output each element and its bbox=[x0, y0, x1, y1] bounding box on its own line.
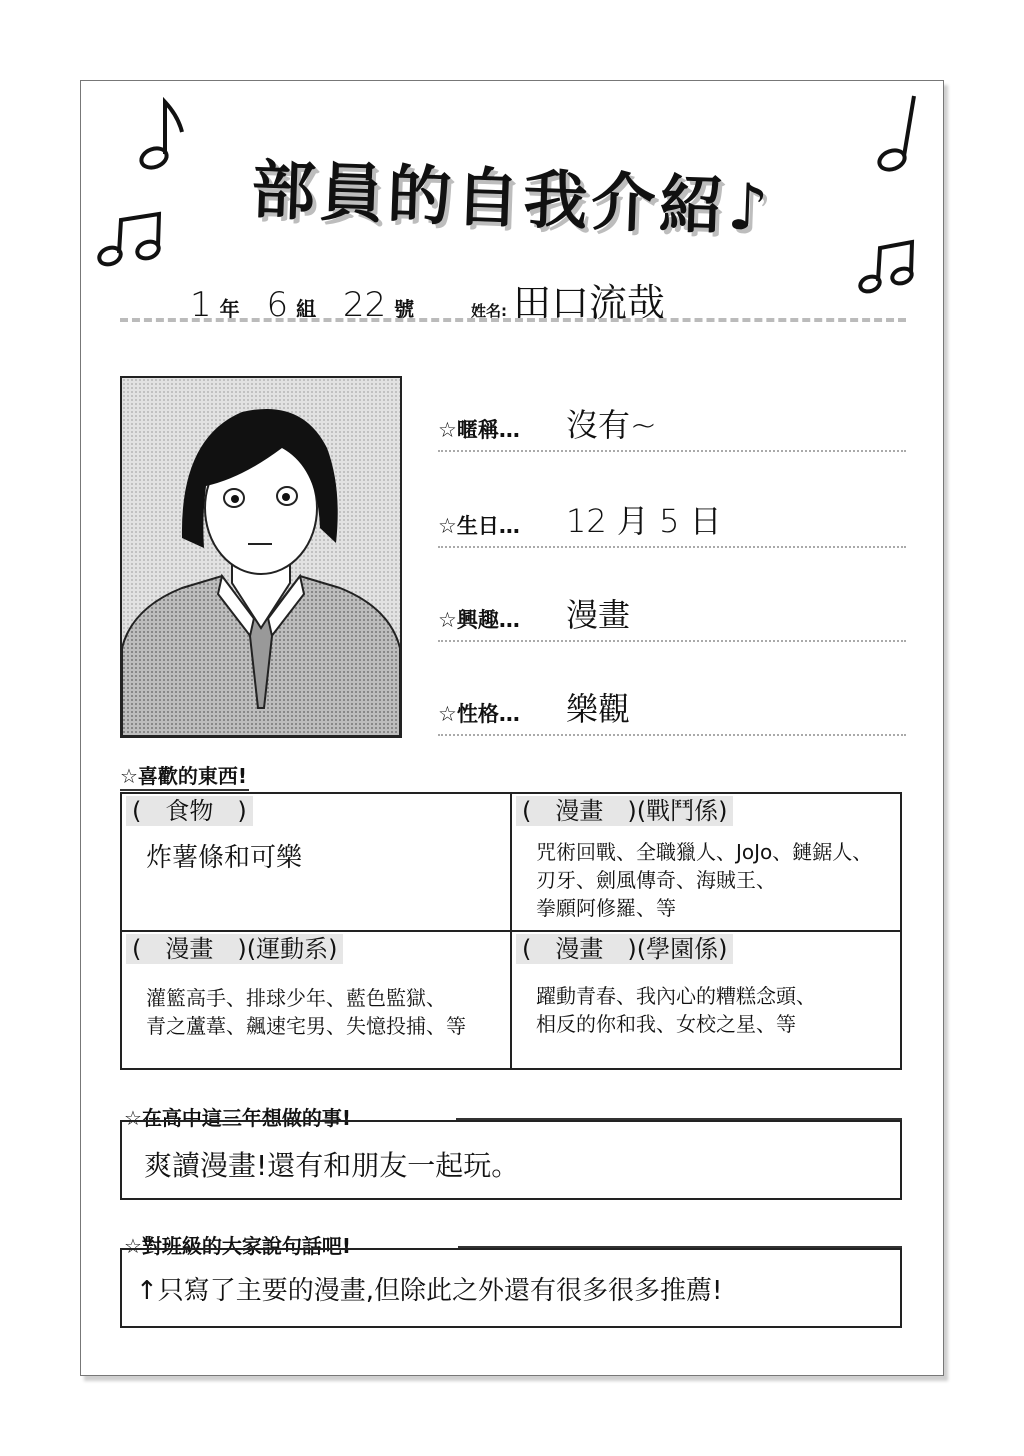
message-title: ☆對班級的大家說句話吧! bbox=[124, 1234, 352, 1258]
hobby-row bbox=[438, 586, 906, 642]
favorite-cell-sports-manga bbox=[122, 932, 512, 1068]
message-text: ↑只寫了主要的漫畫,但除此之外還有很多很多推薦! bbox=[136, 1276, 723, 1306]
hobby-label: ☆興趣… bbox=[438, 608, 520, 632]
favorite-cell-heading: ( 漫畫 )(學園係) bbox=[516, 934, 733, 964]
favorite-cell-school-manga bbox=[512, 932, 900, 1068]
personality-value: 樂觀 bbox=[566, 690, 631, 728]
favorite-cell-text: 躍動青春、我內心的糟糕念頭、 相反的你和我、女校之星、等 bbox=[536, 984, 816, 1036]
student-name: 田口流哉 bbox=[512, 281, 665, 325]
number-unit: 號 bbox=[394, 297, 415, 321]
message-box bbox=[120, 1248, 902, 1328]
goals-box bbox=[120, 1120, 902, 1200]
favorites-grid bbox=[120, 792, 902, 1070]
favorite-cell-text: 咒術回戰、全職獵人、JoJo、鏈鋸人、 刃牙、劍風傳奇、海賊王、 拳願阿修羅、等 bbox=[536, 840, 873, 920]
favorite-cell-heading: ( 漫畫 )(運動系) bbox=[126, 934, 343, 964]
student-portrait bbox=[120, 376, 402, 738]
hobby-value: 漫畫 bbox=[566, 596, 631, 634]
personality-row bbox=[438, 680, 906, 736]
nickname-label: ☆暱稱… bbox=[438, 418, 520, 442]
grade-value: 1 bbox=[190, 285, 212, 325]
birthday-row bbox=[438, 492, 906, 548]
favorites-title: ☆喜歡的東西! bbox=[120, 760, 249, 791]
name-label: 姓名: bbox=[470, 302, 507, 320]
goals-title: ☆在高中這三年想做的事! bbox=[124, 1106, 352, 1130]
favorite-cell-text: 灌籃高手、排球少年、藍色監獄、 青之蘆葦、飆速宅男、失憶投捕、等 bbox=[146, 986, 466, 1038]
number-value: 22 bbox=[342, 285, 387, 325]
birthday-value: 12 月 5 日 bbox=[566, 502, 722, 540]
nickname-value: 沒有~ bbox=[566, 406, 657, 444]
birthday-label: ☆生日… bbox=[438, 514, 520, 538]
grade-unit: 年 bbox=[219, 297, 240, 321]
favorite-cell-heading: ( 漫畫 )(戰鬥係) bbox=[516, 796, 733, 826]
personality-label: ☆性格… bbox=[438, 702, 520, 726]
class-value: 6 bbox=[266, 285, 289, 325]
favorite-cell-text: 炸薯條和可樂 bbox=[146, 843, 303, 873]
dashed-divider bbox=[120, 318, 906, 322]
class-unit: 組 bbox=[296, 297, 317, 321]
page-title: 部員的自我介紹♪ bbox=[250, 153, 774, 247]
nickname-row bbox=[438, 396, 906, 452]
goals-text: 爽讀漫畫!還有和朋友一起玩。 bbox=[144, 1149, 520, 1182]
favorite-cell-food bbox=[122, 794, 512, 932]
favorite-cell-heading: ( 食物 ) bbox=[126, 796, 253, 826]
favorite-cell-battle-manga bbox=[512, 794, 900, 932]
